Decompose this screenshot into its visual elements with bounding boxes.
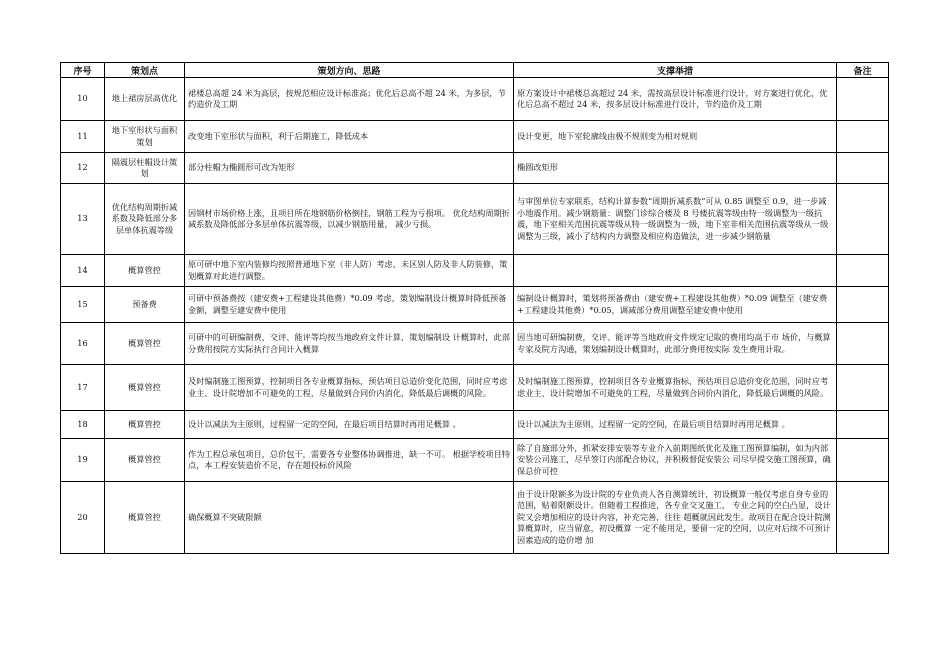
row-direction: 设计以减法为主原则，过程留一定的空间，在最后项目结算时再用足概算 。: [185, 411, 514, 439]
row-measure: 及时编制施工图预算，控制项目各专业概算指标，预估项目总造价变化范围，同时应考虑业主、设计院增加不可避免的工程，尽量做到合同价内消化，降低最后调概的风险。: [514, 365, 837, 411]
row-planning-point: 地上裙房层高优化: [105, 78, 185, 121]
row-remark: [837, 439, 889, 482]
row-direction: 因钢材市场价格上涨，且项目所在地钢筋价格倒挂，钢筋工程为亏损项。 优化结构周期折减系数及降低部分多层单体抗震等级，以减少钢筋用量， 减少亏损。: [185, 184, 514, 255]
row-planning-point: 优化结构周期折减系数及降低部分多层单体抗震等级: [105, 184, 185, 255]
row-remark: [837, 323, 889, 365]
row-number: 14: [61, 255, 105, 287]
table-row: [61, 255, 889, 287]
row-planning-point: 概算管控: [105, 439, 185, 482]
row-direction: 可研中预备费按（建安费+工程建设其他费）*0.09 考虑，策划编制设计概算时降低预备金额，调整至建安费中使用: [185, 287, 514, 323]
row-direction: 及时编制施工图预算，控制项目各专业概算指标，预估项目总造价变化范围，同时应考虑业主、设计院增加不可避免的工程，尽量做到合同价内消化，降低最后调概的风险。: [185, 365, 514, 411]
row-number: 20: [61, 482, 105, 554]
table-row: [61, 365, 889, 411]
row-planning-point: 概算管控: [105, 411, 185, 439]
table-row: [61, 184, 889, 255]
table-row: [61, 482, 889, 554]
row-direction: 部分柱帽为椭圆形可改为矩形: [185, 153, 514, 184]
row-remark: [837, 153, 889, 184]
row-remark: [837, 121, 889, 153]
row-planning-point: 概算管控: [105, 323, 185, 365]
row-planning-point: 地下室形状与面积策划: [105, 121, 185, 153]
row-measure: 由于设计限额多为设计院的专业负责人各自测算统计，初设概算一般仅考虑自身专业的范围，贴着限额设计。但随着工程推进，各专业交叉施工， 专业之间的空白凸显，设计院又会增加相应的设计内容，补充完善，往往 超概就因此发生。故项目在配合设计院测算概算时，应当留意，初设概算 一定不能用足，要留一定的空间，以应对后续不可预计因素造成的造价增 加: [514, 482, 837, 554]
table-row: [61, 78, 889, 121]
row-direction: 原可研中地下室内装修均按照普通地下室（非人防）考虑，未区别人防及非人防装修，策划概算对此进行调整。: [185, 255, 514, 287]
row-planning-point: 概算管控: [105, 365, 185, 411]
row-planning-point: 预备费: [105, 287, 185, 323]
table-row: [61, 153, 889, 184]
row-measure: 原方案设计中裙楼总高超过 24 米，需按高层设计标准进行设计，对方案进行优化，优化后总高不超过 24 米，按多层设计标准进行设计，节约造价及工期: [514, 78, 837, 121]
header-direction: 策划方向、思路: [185, 63, 514, 78]
row-number: 17: [61, 365, 105, 411]
row-direction: 裙楼总高超 24 米为高层，按规范相应设计标准高；优化后总高不超 24 米，为多层，节约造价及工期: [185, 78, 514, 121]
row-remark: [837, 184, 889, 255]
row-number: 19: [61, 439, 105, 482]
row-number: 10: [61, 78, 105, 121]
table-row: [61, 121, 889, 153]
row-measure: 设计变更，地下室轮廓线由极不规则变为相对规则: [514, 121, 837, 153]
row-planning-point: 概算管控: [105, 482, 185, 554]
row-number: 18: [61, 411, 105, 439]
planning-table: [60, 62, 889, 554]
row-measure: 椭圆改矩形: [514, 153, 837, 184]
table-row: [61, 439, 889, 482]
row-remark: [837, 287, 889, 323]
row-remark: [837, 411, 889, 439]
row-direction: 作为工程总承包项目，总价包干，需要各专业整体协调推进，缺一不可。 根据学校项目特点，本工程安装造价不足，存在超投标价风险: [185, 439, 514, 482]
row-direction: 可研中的可研编制费，交评、能评等均按当地政府文件计算，策划编制设 计概算时，此部分费用按院方实际执行合同计入概算: [185, 323, 514, 365]
row-measure: [514, 255, 837, 287]
row-measure: 除了自施部分外，抓紧安排安装等专业介入前期图纸优化及施工图预算编制，如为内部安装公司施工，尽早签订内部配合协议，并积极督促安装公 司尽早提交施工图预算，确保总价可控: [514, 439, 837, 482]
table-row: [61, 323, 889, 365]
row-number: 15: [61, 287, 105, 323]
row-number: 12: [61, 153, 105, 184]
header-number: 序号: [61, 63, 105, 78]
row-remark: [837, 78, 889, 121]
row-number: 11: [61, 121, 105, 153]
header-remark: 备注: [837, 63, 889, 78]
row-measure: 与审图单位专家联系，结构计算参数“周期折减系数”可从 0.85 调整至 0.9，进一步减小地震作用。减少钢筋量：调整门诊综合楼及 8 号楼抗震等级由特一级调整为一级抗震，地下室相关范围抗震等级从特一级调整为一级，地下室非相关范围抗震等级从一级调整为三级，减小了结构内力调整及相应构造做法，进一步减少钢筋量: [514, 184, 837, 255]
table-row: [61, 287, 889, 323]
table-header-row: [61, 63, 889, 78]
row-direction: 确保概算不突破限额: [185, 482, 514, 554]
header-planning-point: 策划点: [105, 63, 185, 78]
row-number: 13: [61, 184, 105, 255]
row-planning-point: 概算管控: [105, 255, 185, 287]
header-measure: 支撑举措: [514, 63, 837, 78]
row-remark: [837, 482, 889, 554]
row-remark: [837, 365, 889, 411]
row-measure: 设计以减法为主原则，过程留一定的空间，在最后项目结算时再用足概算 。: [514, 411, 837, 439]
row-number: 16: [61, 323, 105, 365]
row-remark: [837, 255, 889, 287]
row-measure: 编制设计概算时，策划将预备费由（建安费+工程建设其他费）*0.09 调整至（建安费+工程建设其他费）*0.05，调减部分费用调整至建安费中使用: [514, 287, 837, 323]
row-direction: 改变地下室形状与面积，利于后期施工，降低成本: [185, 121, 514, 153]
row-measure: 因当地可研编制费，交评、能评等当地政府文件规定记取的费用均高于市 场价，与概算专家及院方沟通，策划编制设计概算时，此部分费用按实际 发生费用计取。: [514, 323, 837, 365]
table-row: [61, 411, 889, 439]
row-planning-point: 隔震层柱帽设计策划: [105, 153, 185, 184]
